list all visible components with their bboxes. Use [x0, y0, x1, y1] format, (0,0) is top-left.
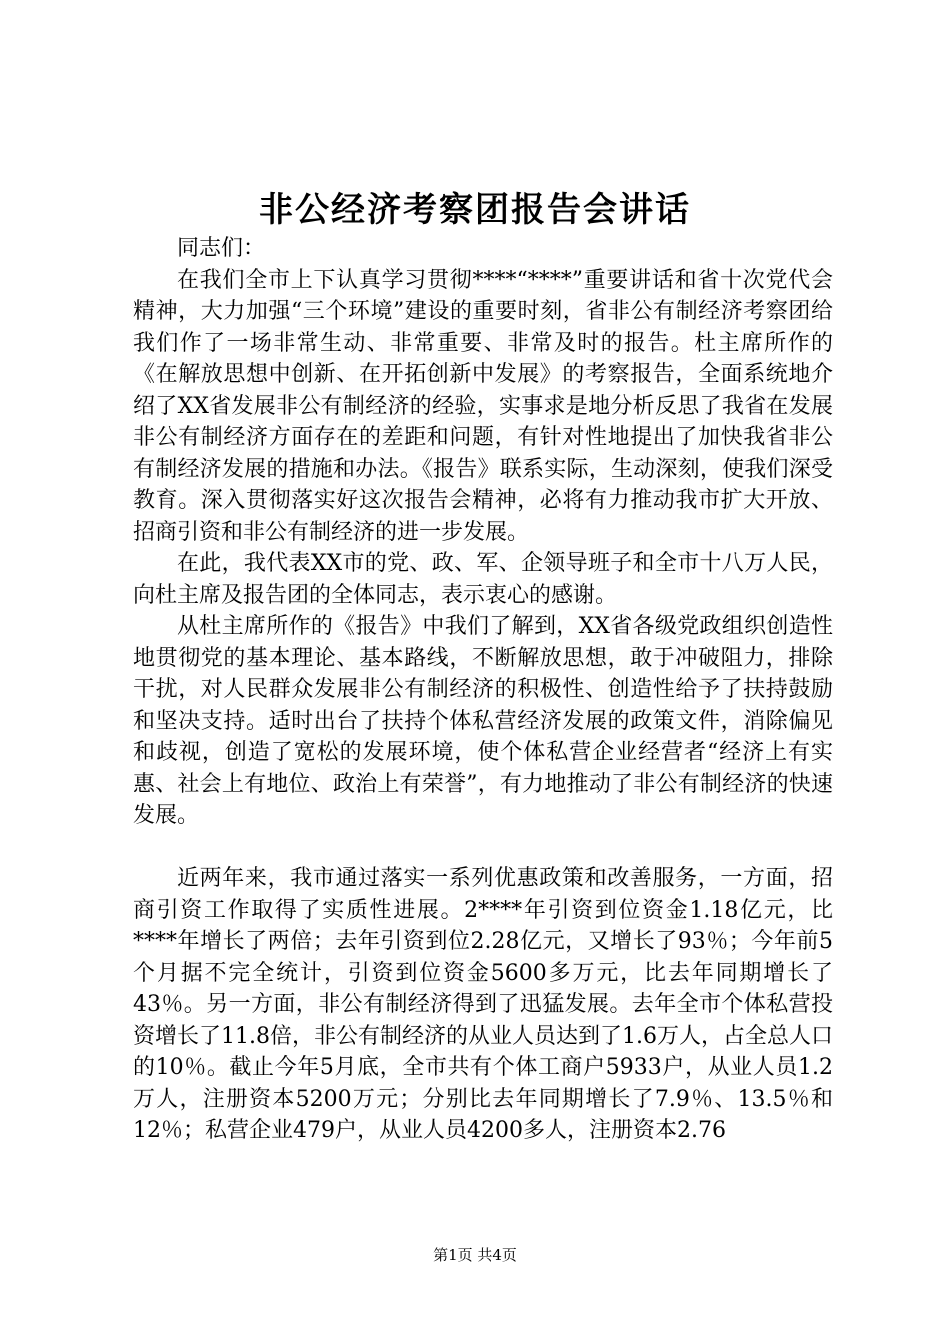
page-footer: 第1页 共4页 — [433, 1246, 517, 1264]
document-body — [133, 233, 833, 1147]
paragraph-3: 从杜主席所作的《报告》中我们了解到，XX省各级党政组织创造性地贯彻党的基本理论、基本路线，不断解放思想，敢于冲破阻力，排除干扰，对人民群众发展非公有制经济的积极性、创造性给予了扶持鼓励和坚决支持。适时出台了扶持个体私营经济发展的政策文件，消除偏见和歧视，创造了宽松的发展环境，使个体私营企业经营者“经济上有实惠、社会上有地位、政治上有荣誉”，有力地推动了非公有制经济的快速发展。 — [133, 614, 833, 828]
salutation: 同志们： — [177, 236, 266, 261]
paragraph-1: 在我们全市上下认真学习贯彻****“****”重要讲话和省十次党代会精神，大力加强“三个环境”建设的重要时刻，省非公有制经济考察团给我们作了一场非常生动、非常重要、非常及时的报告。杜主席所作的《在解放思想中创新、在开拓创新中发展》的考察报告，全面系统地介绍了XX省发展非公有制经济的经验，实事求是地分析反思了我省在发展非公有制经济方面存在的差距和问题，有针对性地提出了加快我省非公有制经济发展的措施和办法。《报告》联系实际，生动深刻，使我们深受教育。深入贯彻落实好这次报告会精神，必将有力推动我市扩大开放、招商引资和非公有制经济的进一步发展。 — [133, 267, 833, 545]
document-title: 非公经济考察团报告会讲话 — [259, 190, 691, 230]
paragraph-4: 近两年来，我市通过落实一系列优惠政策和改善服务，一方面，招商引资工作取得了实质性进展。2****年引资到位资金1.18亿元，比****年增长了两倍；去年引资到位2.28亿元，又增长了93％；今年前5个月据不完全统计，引资到位资金5600多万元，比去年同期增长了43％。另一方面，非公有制经济得到了迅猛发展。去年全市个体私营投资增长了11.8倍，非公有制经济的从业人员达到了1.6万人，占全总人口的10％。截止今年5月底，全市共有个体工商户5933户，从业人员1.2万人，注册资本5200万元；分别比去年同期增长了7.9％、13.5％和12％；私营企业479户，从业人员4200多人，注册资本2.76 — [133, 866, 833, 1143]
paragraph-2: 在此，我代表XX市的党、政、军、企领导班子和全市十八万人民，向杜主席及报告团的全体同志，表示衷心的感谢。 — [133, 551, 833, 608]
